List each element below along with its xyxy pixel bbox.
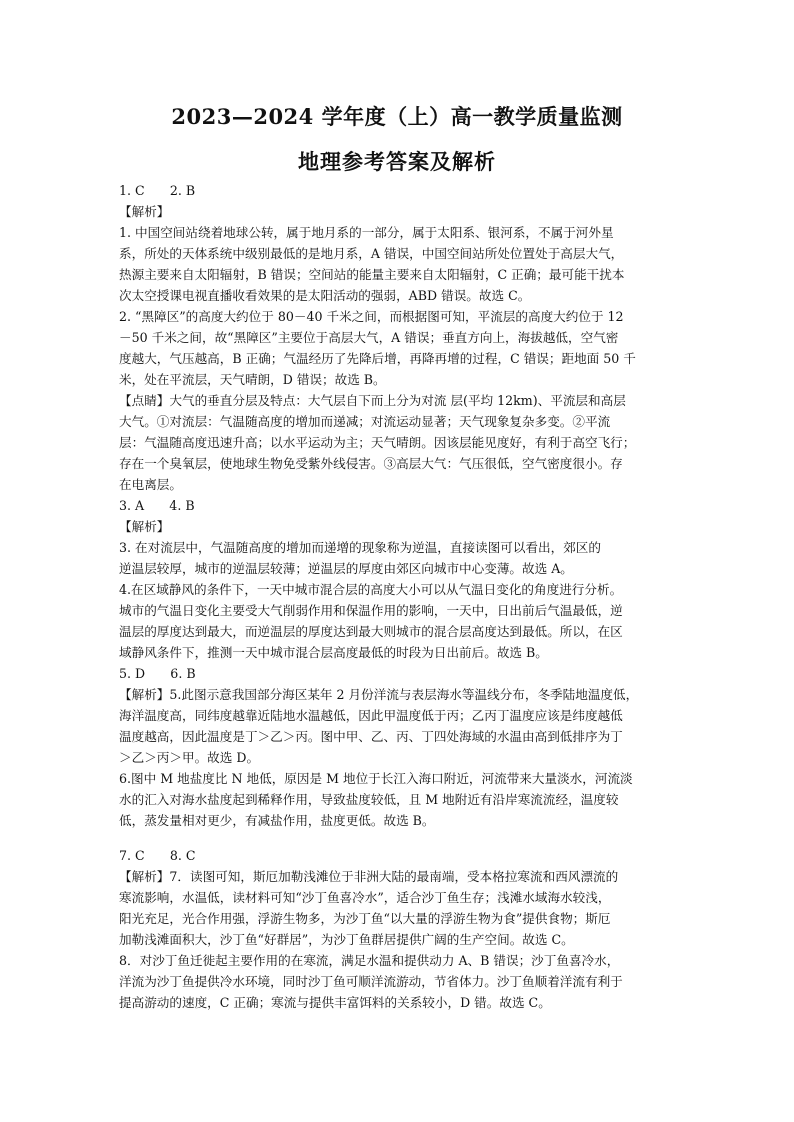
answer-key-line: 7. C 8. C — [119, 848, 196, 863]
explanation-line: 温度越高，因此温度是丁＞乙＞丙。图中甲、乙、丙、丁四处海域的水温由高到低排序为丁 — [119, 729, 623, 744]
explanation-line: 米，处在平流层，天气晴朗，D 错误；故选 B。 — [119, 372, 386, 387]
explanation-line: 【解析】 — [119, 519, 170, 534]
explanation-line: 热源主要来自太阳辐射，B 错误；空间站的能量主要来自太阳辐射，C 正确；最可能干扰本 — [119, 267, 625, 282]
section-spacer — [119, 831, 685, 845]
explanation-line: 加勒浅滩面积大，沙丁鱼“好群居”，为沙丁鱼群居提供广阔的生产空间。故选 C。 — [119, 932, 574, 947]
explanation-line: 层：气温随高度迅速升高；以水平运动为主；天气晴朗。因该层能见度好，有利于高空飞行； — [119, 435, 636, 450]
explanation-line: 次太空授课电视直播收看效果的是太阳活动的强弱，ABD 错误。故选 C。 — [119, 288, 531, 303]
explanation-line: 8．对沙丁鱼迁徙起主要作用的在寒流，满足水温和提供动力 A、B 错误；沙丁鱼喜冷水， — [119, 953, 620, 968]
explanation-line: 城市的气温日变化主要受大气削弱作用和保温作用的影响，一天中，日出前后气温最低，逆 — [119, 603, 623, 618]
document-body — [119, 180, 685, 1013]
explanation-line: 在电离层。 — [119, 477, 182, 492]
explanation-line: 4.在区域静风的条件下，一天中城市混合层的高度大小可以从气温日变化的角度进行分析。 — [119, 582, 623, 597]
explanation-line: 提高游动的速度，C 正确；寒流与提供丰富饵料的关系较小，D 错。故选 C。 — [119, 995, 551, 1010]
answer-key-line: 5. D 6. B — [119, 666, 196, 681]
explanation-line: 逆温层较厚，城市的逆温层较薄；逆温层的厚度由郊区向城市中心变薄。故选 A。 — [119, 561, 573, 576]
explanation-line: 度越大，气压越高，B 正确；气温经历了先降后增，再降再增的过程，C 错误；距地面 50 千 — [119, 351, 636, 366]
explanation-line: 1. 中国空间站绕着地球公转，属于地月系的一部分，属于太阳系、银河系，不属于河外星 — [119, 225, 614, 240]
explanation-line: 水的汇入对海水盐度起到稀释作用，导致盐度较低，且 M 地附近有沿岸寒流流经，温度较 — [119, 792, 619, 807]
explanation-line: 洋流为沙丁鱼提供冷水环境，同时沙丁鱼可顺洋流游动，节省体力。沙丁鱼顺着洋流有利于 — [119, 974, 623, 989]
explanation-line: 【解析】5.此图示意我国部分海区某年 2 月份洋流与表层海水等温线分布，冬季陆地温度低， — [119, 687, 639, 702]
explanation-line: 阳光充足，光合作用强，浮游生物多，为沙丁鱼“以大量的浮游生物为食”提供食物；斯厄 — [119, 911, 611, 926]
explanation-line: 6.图中 M 地盐度比 N 地低，原因是 M 地位于长江入海口附近，河流带来大量淡水，河流淡 — [119, 771, 633, 786]
explanation-line: 温层的厚度达到最大，而逆温层的厚度达到最大则城市的混合层高度达到最低。所以，在区 — [119, 624, 623, 639]
explanation-line: 2. “黑障区”的高度大约位于 80－40 千米之间，而根据图可知，平流层的高度大约位于 12 — [119, 309, 624, 324]
explanation-line: 海洋温度高，同纬度越靠近陆地水温越低，因此甲温度低于丙；乙丙丁温度应该是纬度越低 — [119, 708, 623, 723]
answer-key-line: 1. C 2. B — [119, 183, 196, 198]
explanation-line: 3. 在对流层中，气温随高度的增加而递增的现象称为逆温，直接读图可以看出，郊区的 — [119, 540, 601, 555]
explanation-line: 大气。①对流层：气温随高度的增加而递减；对流运动显著；天气现象复杂多变。②平流 — [119, 414, 611, 429]
explanation-line: 低，蒸发量相对更少，有减盐作用，盐度更低。故选 B。 — [119, 813, 435, 828]
explanation-line: 存在一个臭氧层，使地球生物免受紫外线侵害。③高层大气：气压很低，空气密度很小。存 — [119, 456, 623, 471]
explanation-line: 【点睛】大气的垂直分层及特点：大气层自下而上分为对流 层(平均 12km)、平流层和高层 — [119, 393, 626, 408]
explanation-line: 【解析】 — [119, 204, 170, 219]
explanation-line: ＞乙＞丙＞甲。故选 D。 — [119, 750, 260, 765]
document-title: 2023—2024 学年度（上）高一教学质量监测 — [171, 104, 623, 129]
answer-key-line: 3. A 4. B — [119, 498, 195, 513]
explanation-line: 域静风条件下，推测一天中城市混合层高度最低的时段为日出前后。故选 B。 — [119, 645, 548, 660]
explanation-line: 系，所处的天体系统中级别最低的是地月系，A 错误，中国空间站所处位置处于高层大气， — [119, 246, 624, 261]
explanation-line: －50 千米之间，故“黑障区”主要位于高层大气，A 错误；垂直方向上，海拔越低，空气密 — [119, 330, 619, 345]
document-subtitle: 地理参考答案及解析 — [298, 149, 496, 174]
explanation-line: 寒流影响，水温低，读材料可知“沙丁鱼喜冷水”，适合沙丁鱼生存；浅滩水域海水较浅， — [119, 890, 611, 905]
explanation-line: 【解析】7．读图可知，斯厄加勒浅滩位于非洲大陆的最南端，受本格拉寒流和西风漂流的 — [119, 869, 619, 884]
